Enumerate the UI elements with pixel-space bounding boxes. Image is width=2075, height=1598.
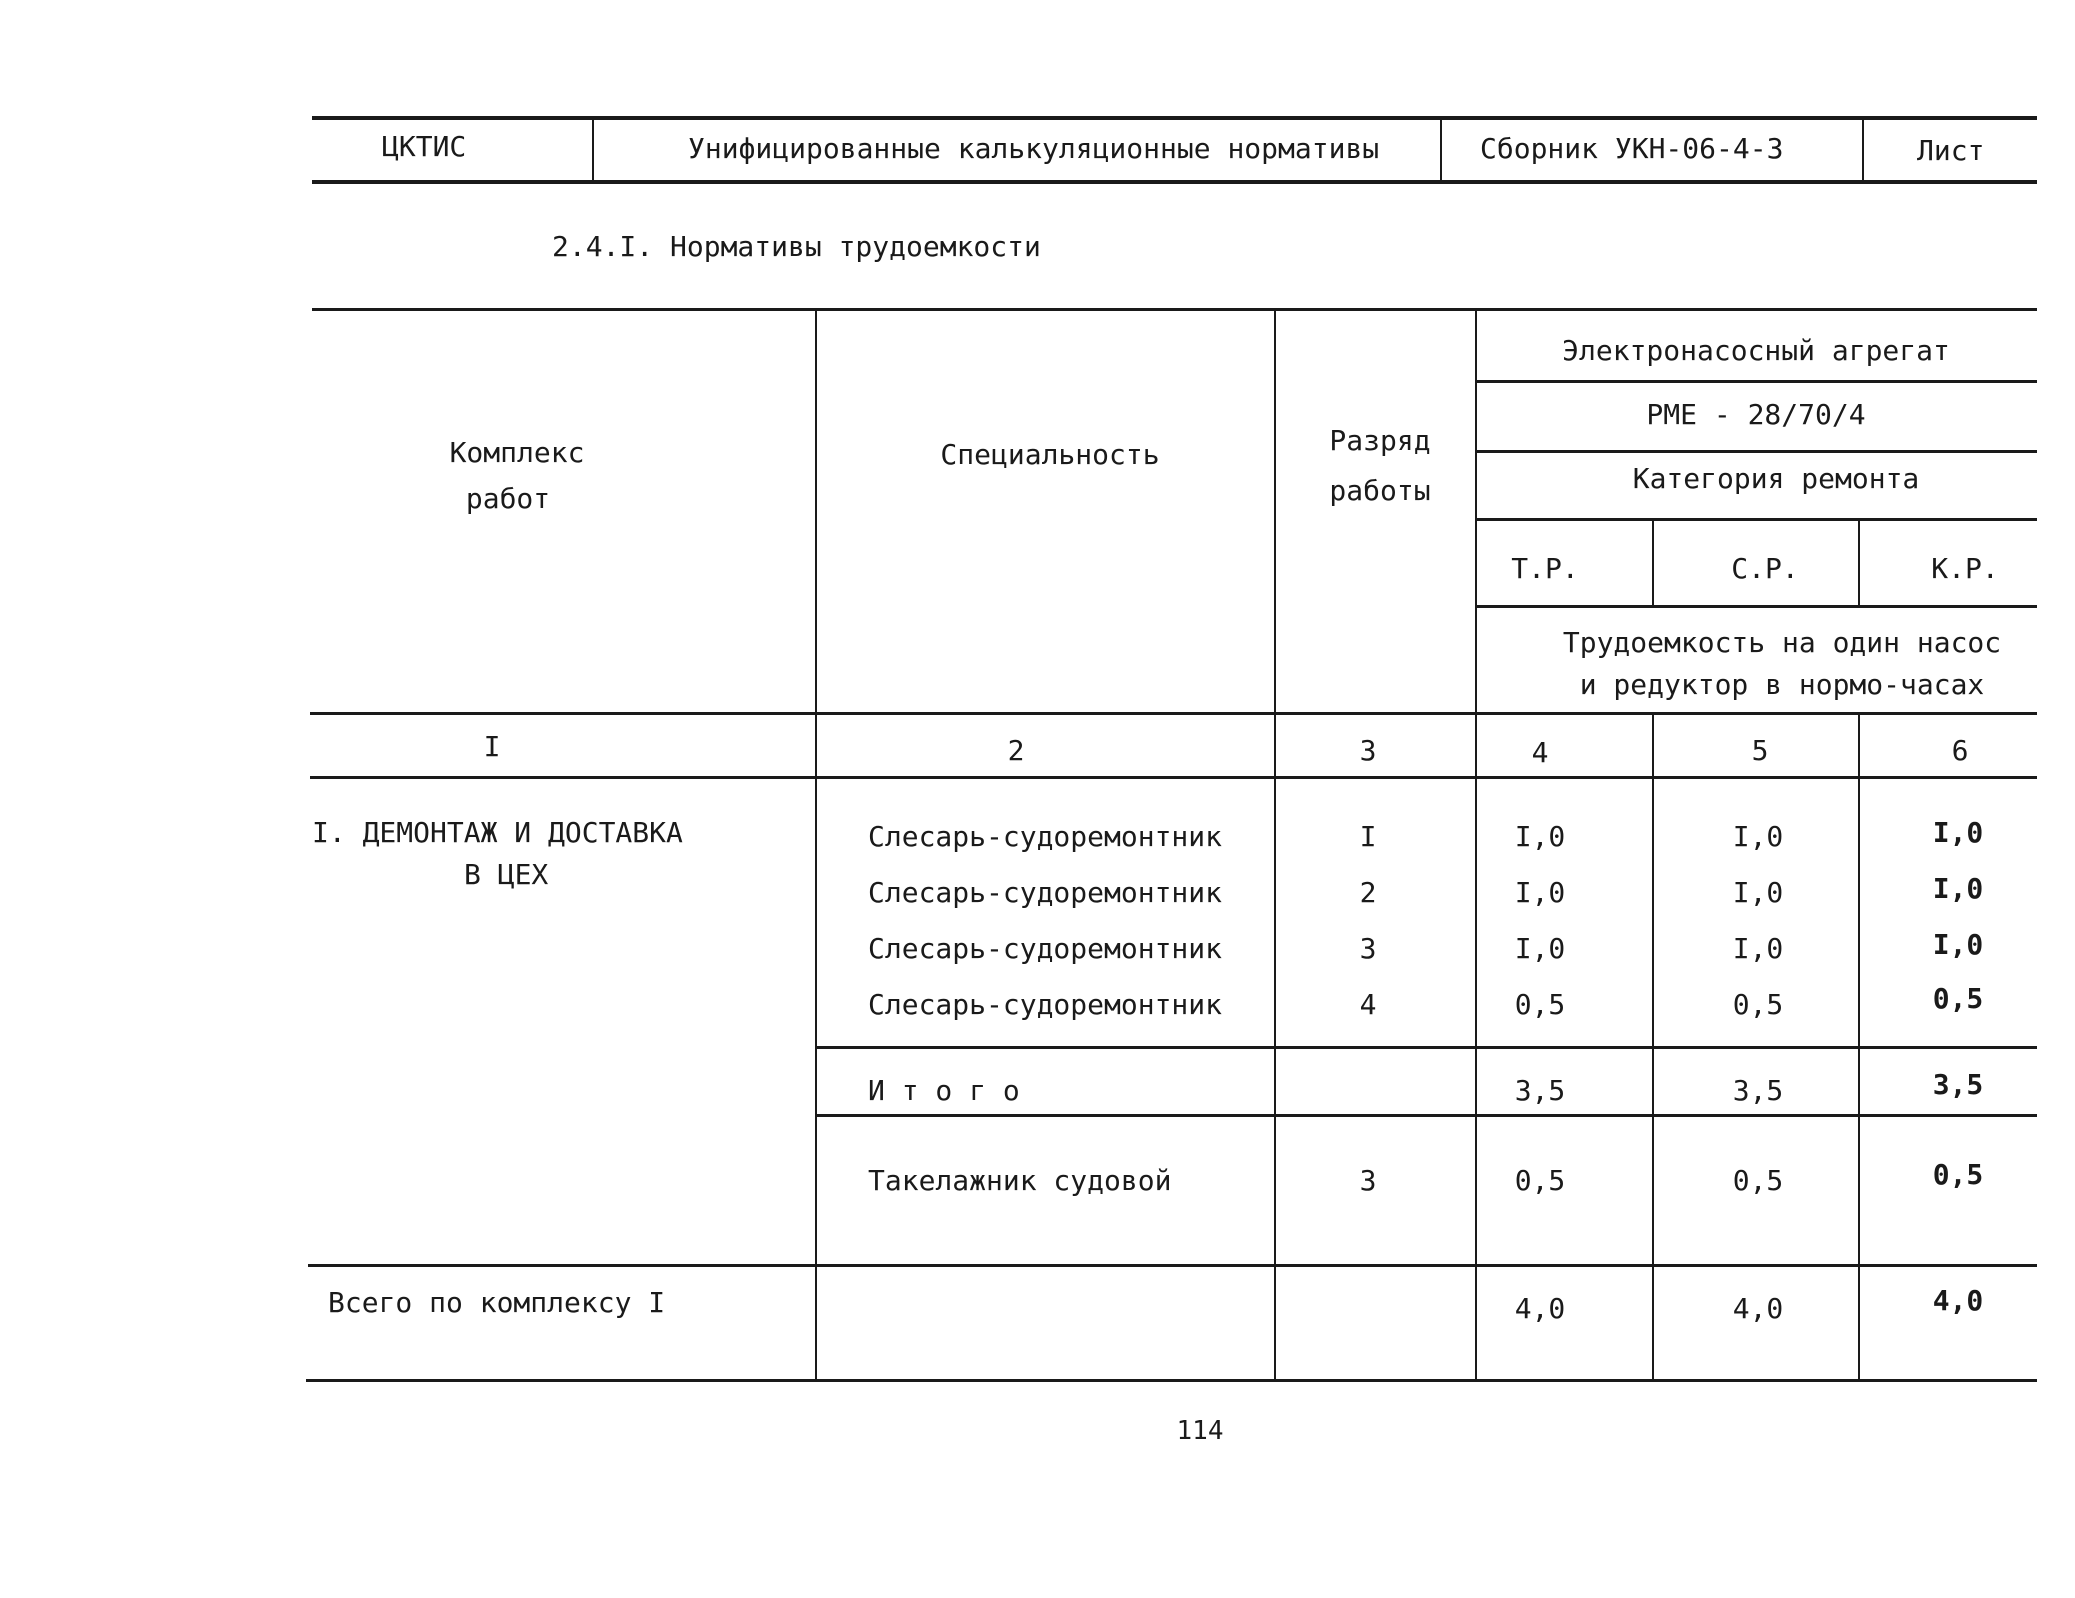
section-end-rule bbox=[308, 1264, 2037, 1267]
header-org: ЦКТИС bbox=[382, 130, 467, 163]
col-number: 5 bbox=[1751, 734, 1769, 767]
col-header-kr: К.Р. bbox=[1931, 552, 1999, 585]
row-kr: 0,5 bbox=[1932, 982, 1984, 1015]
header-divider bbox=[592, 118, 594, 182]
col-divider bbox=[1858, 714, 1860, 1381]
col-divider bbox=[1652, 714, 1654, 1381]
header-bottom-rule bbox=[312, 180, 2037, 184]
row-sr: I,0 bbox=[1732, 876, 1784, 909]
row-tr: I,0 bbox=[1514, 876, 1566, 909]
col-header-sr: С.Р. bbox=[1731, 552, 1799, 585]
col-header-unit-model: РМЕ - 28/70/4 bbox=[1646, 398, 1866, 431]
total-sr: 4,0 bbox=[1732, 1292, 1784, 1325]
rigger-specialty: Такелажник судовой bbox=[868, 1164, 1172, 1197]
row-specialty: Слесарь-судоремонтник bbox=[868, 932, 1223, 965]
row-grade: I bbox=[1359, 820, 1377, 853]
col-number: 6 bbox=[1951, 734, 1969, 767]
col-divider bbox=[1475, 310, 1477, 1381]
col-number: I bbox=[483, 730, 501, 763]
col-header-repair-category: Категория ремонта bbox=[1632, 462, 1920, 495]
col-header-specialty: Специальность bbox=[940, 438, 1160, 471]
col-header-grade-line2: работы bbox=[1329, 474, 1431, 507]
category-rule bbox=[1475, 518, 2037, 521]
rigger-kr: 0,5 bbox=[1932, 1158, 1984, 1191]
row-tr: 0,5 bbox=[1514, 988, 1566, 1021]
row-sr: I,0 bbox=[1732, 932, 1784, 965]
section-name-line2: В ЦЕХ bbox=[464, 858, 549, 891]
row-grade: 3 bbox=[1359, 932, 1377, 965]
unit-model-rule bbox=[1475, 450, 2037, 453]
unit-group-rule bbox=[1475, 380, 2037, 383]
col-divider bbox=[815, 310, 817, 1381]
total-tr: 4,0 bbox=[1514, 1292, 1566, 1325]
col-header-complex-line1: Комплекс bbox=[449, 436, 585, 469]
section-name-line1: I. ДЕМОНТАЖ И ДОСТАВКА bbox=[312, 816, 683, 849]
header-title: Унифицированные калькуляционные нормативы bbox=[688, 132, 1380, 165]
row-specialty: Слесарь-судоремонтник bbox=[868, 988, 1223, 1021]
row-kr: I,0 bbox=[1932, 816, 1984, 849]
col-divider bbox=[1274, 310, 1276, 1381]
subtotal-kr: 3,5 bbox=[1932, 1068, 1984, 1101]
table-bottom-rule bbox=[306, 1379, 2037, 1382]
col-header-labor-line1: Трудоемкость на один насос bbox=[1562, 626, 2002, 659]
col-numbers-rule bbox=[310, 776, 2037, 779]
row-tr: I,0 bbox=[1514, 932, 1566, 965]
header-end-rule bbox=[310, 712, 2037, 715]
rigger-grade: 3 bbox=[1359, 1164, 1377, 1197]
col-header-complex-line2: работ bbox=[465, 482, 551, 515]
section-title: 2.4.I. Нормативы трудоемкости bbox=[552, 230, 1041, 263]
col-header-tr: Т.Р. bbox=[1511, 552, 1579, 585]
subtotal-bottom-rule bbox=[815, 1114, 2037, 1117]
col-header-labor-line2: и редуктор в нормо-часах bbox=[1579, 668, 1985, 701]
header-divider bbox=[1862, 118, 1864, 182]
rigger-sr: 0,5 bbox=[1732, 1164, 1784, 1197]
header-divider bbox=[1440, 118, 1442, 182]
header-collection: Сборник УКН-06-4-3 bbox=[1480, 132, 1784, 165]
col-divider bbox=[1858, 520, 1860, 607]
subtotal-tr: 3,5 bbox=[1514, 1074, 1566, 1107]
row-kr: I,0 bbox=[1932, 928, 1984, 961]
col-header-grade-line1: Разряд bbox=[1329, 424, 1431, 457]
row-tr: I,0 bbox=[1514, 820, 1566, 853]
subtotal-label: И т о г о bbox=[868, 1074, 1020, 1107]
row-specialty: Слесарь-судоремонтник bbox=[868, 876, 1223, 909]
total-kr: 4,0 bbox=[1932, 1284, 1984, 1317]
col-number: 4 bbox=[1531, 736, 1549, 769]
col-header-unit-group: Электронасосный агрегат bbox=[1562, 334, 1950, 367]
row-grade: 2 bbox=[1359, 876, 1377, 909]
row-sr: 0,5 bbox=[1732, 988, 1784, 1021]
row-sr: I,0 bbox=[1732, 820, 1784, 853]
row-specialty: Слесарь-судоремонтник bbox=[868, 820, 1223, 853]
col-number: 3 bbox=[1359, 734, 1377, 767]
row-kr: I,0 bbox=[1932, 872, 1984, 905]
rigger-tr: 0,5 bbox=[1514, 1164, 1566, 1197]
table-top-rule bbox=[312, 308, 2037, 311]
header-top-rule bbox=[312, 116, 2037, 120]
subtotal-sr: 3,5 bbox=[1732, 1074, 1784, 1107]
header-sheet: Лист bbox=[1917, 134, 1985, 167]
total-label: Всего по комплексу I bbox=[328, 1286, 666, 1319]
category-codes-rule bbox=[1475, 605, 2037, 608]
subtotal-top-rule bbox=[815, 1046, 2037, 1049]
row-grade: 4 bbox=[1359, 988, 1377, 1021]
col-divider bbox=[1652, 520, 1654, 607]
col-number: 2 bbox=[1007, 734, 1025, 767]
page-number: 114 bbox=[1176, 1416, 1224, 1446]
